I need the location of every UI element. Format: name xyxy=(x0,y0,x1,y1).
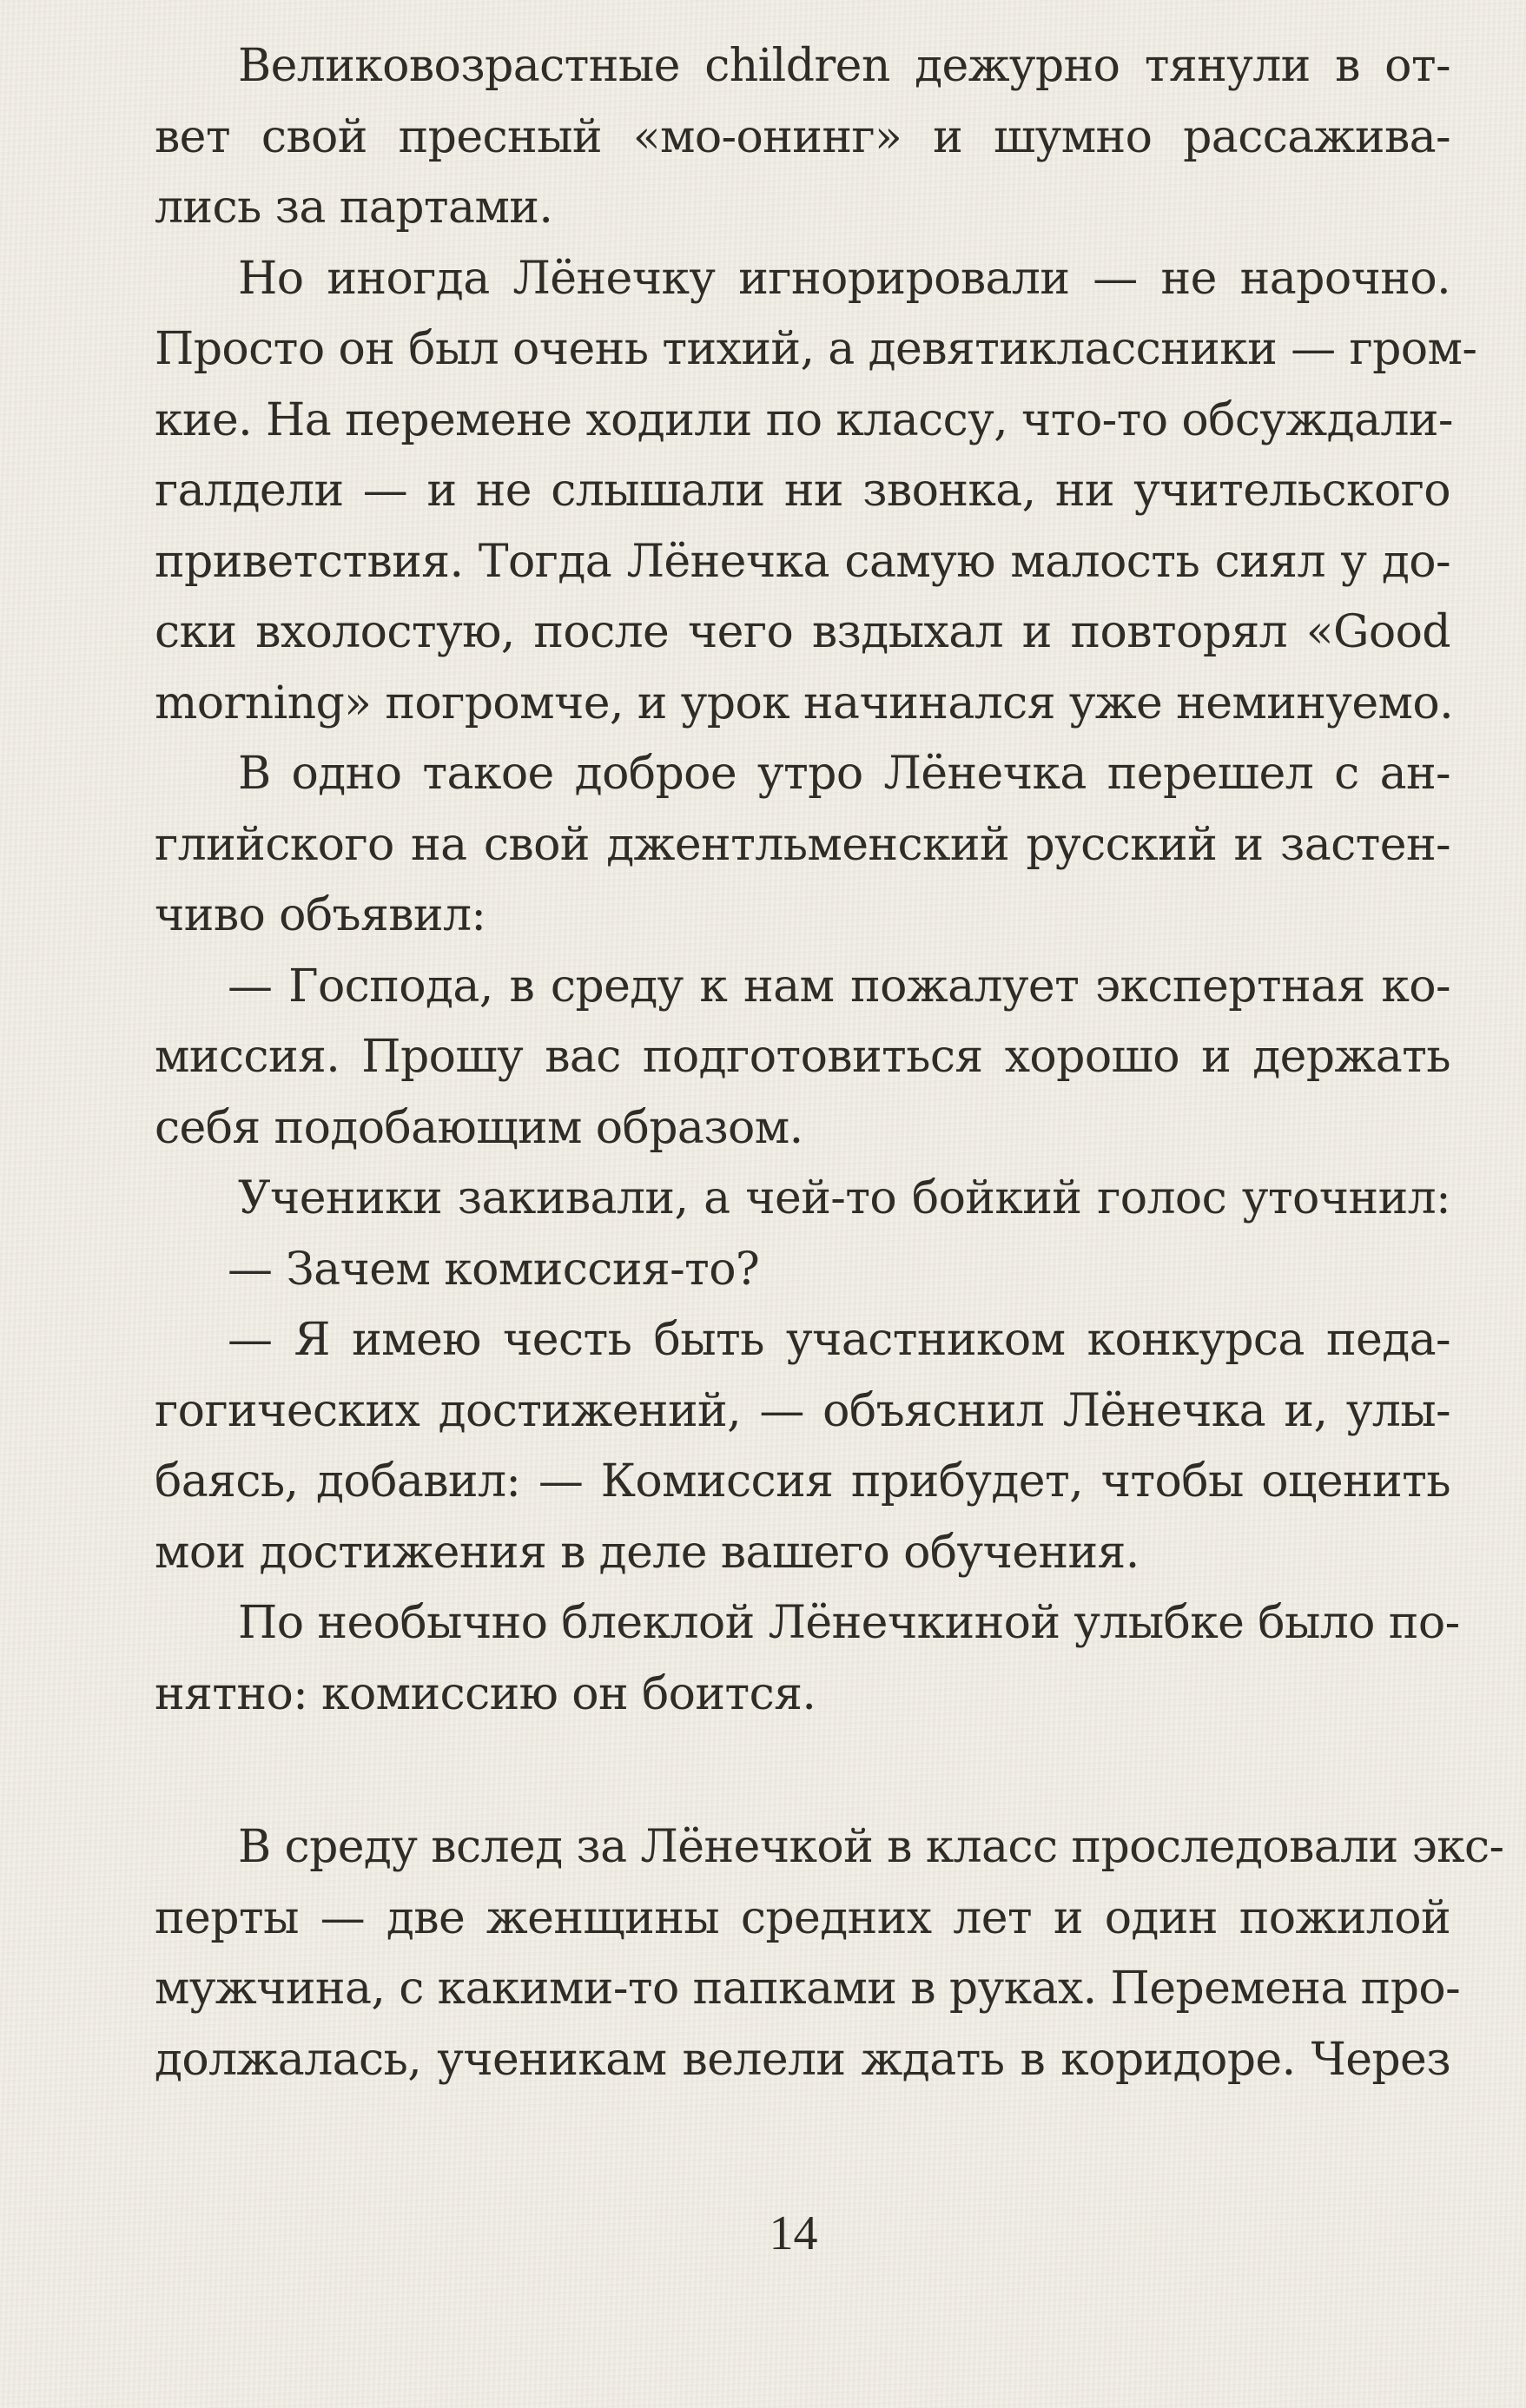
text-line: лись за партами. xyxy=(155,181,553,234)
text-line: Просто он был очень тихий, а девятиклассники — гром- xyxy=(155,323,1477,375)
dialogue-1 xyxy=(155,952,1450,1164)
text-line: мужчина, с какими-то папками в руках. Перемена про- xyxy=(155,1963,1461,2015)
text-line: — Господа, в среду к нам пожалует экспертная ко- xyxy=(228,960,1450,1013)
text-line: нятно: комиссию он боится. xyxy=(155,1667,816,1720)
section-break xyxy=(155,1730,1450,1812)
text-line: ски вхолостую, после чего вздыхал и повторял «Good xyxy=(155,606,1450,658)
paragraph-3 xyxy=(155,739,1450,952)
text-line: В среду вслед за Лёнечкой в класс проследовали экс- xyxy=(238,1821,1504,1873)
text-line: В одно такое доброе утро Лёнечка перешел с ан- xyxy=(238,748,1450,800)
text-line: миссия. Прошу вас подготовиться хорошо и держать xyxy=(155,1031,1450,1083)
dialogue-3 xyxy=(155,1305,1450,1588)
text-line: morning» погромче, и урок начинался уже неминуемо. xyxy=(155,676,1454,729)
text-line: гогических достижений, — объяснил Лёнечка и, улы- xyxy=(155,1384,1450,1437)
text-line: чиво объявил: xyxy=(155,889,486,941)
text-line: Но иногда Лёнечку игнорировали — не нарочно. xyxy=(238,252,1450,305)
paragraph-4 xyxy=(155,1164,1450,1235)
paragraph-2 xyxy=(155,244,1477,740)
text-line: приветствия. Тогда Лёнечка самую малость сиял у до- xyxy=(155,535,1450,588)
text-line: По необычно блеклой Лёнечкиной улыбке было по- xyxy=(238,1597,1460,1649)
text-line: Великовозрастные children дежурно тянули в от- xyxy=(238,40,1450,92)
text-line: мои достижения в деле вашего обучения. xyxy=(155,1526,1140,1579)
text-line: должалась, ученикам велели ждать в коридоре. Через xyxy=(155,2033,1450,2086)
text-line: вет свой пресный «мо-онинг» и шумно рассажива- xyxy=(155,110,1450,163)
text-line: — Я имею честь быть участником конкурса педа- xyxy=(228,1314,1450,1366)
text-line: глийского на свой джентльменский русский и застен- xyxy=(155,818,1450,871)
text-line: кие. На перемене ходили по классу, что-то обсуждали- xyxy=(155,393,1453,446)
body-text xyxy=(155,31,1504,2095)
text-line: галдели — и не слышали ни звонка, ни учительского xyxy=(155,465,1450,517)
text-line: баясь, добавил: — Комиссия прибудет, чтобы оценить xyxy=(155,1455,1450,1507)
text-line: — Зачем комиссия-то? xyxy=(228,1243,760,1296)
page-number: 14 xyxy=(769,2207,818,2260)
paragraph-6 xyxy=(155,1812,1504,2095)
paragraph-5 xyxy=(155,1588,1460,1730)
text-line: себя подобающим образом. xyxy=(155,1101,803,1154)
paragraph-1 xyxy=(155,31,1450,244)
text-line: перты — две женщины средних лет и один пожилой xyxy=(155,1891,1450,1944)
text-line: Ученики закивали, а чей-то бойкий голос уточнил: xyxy=(238,1172,1450,1224)
dialogue-2 xyxy=(155,1235,1450,1306)
